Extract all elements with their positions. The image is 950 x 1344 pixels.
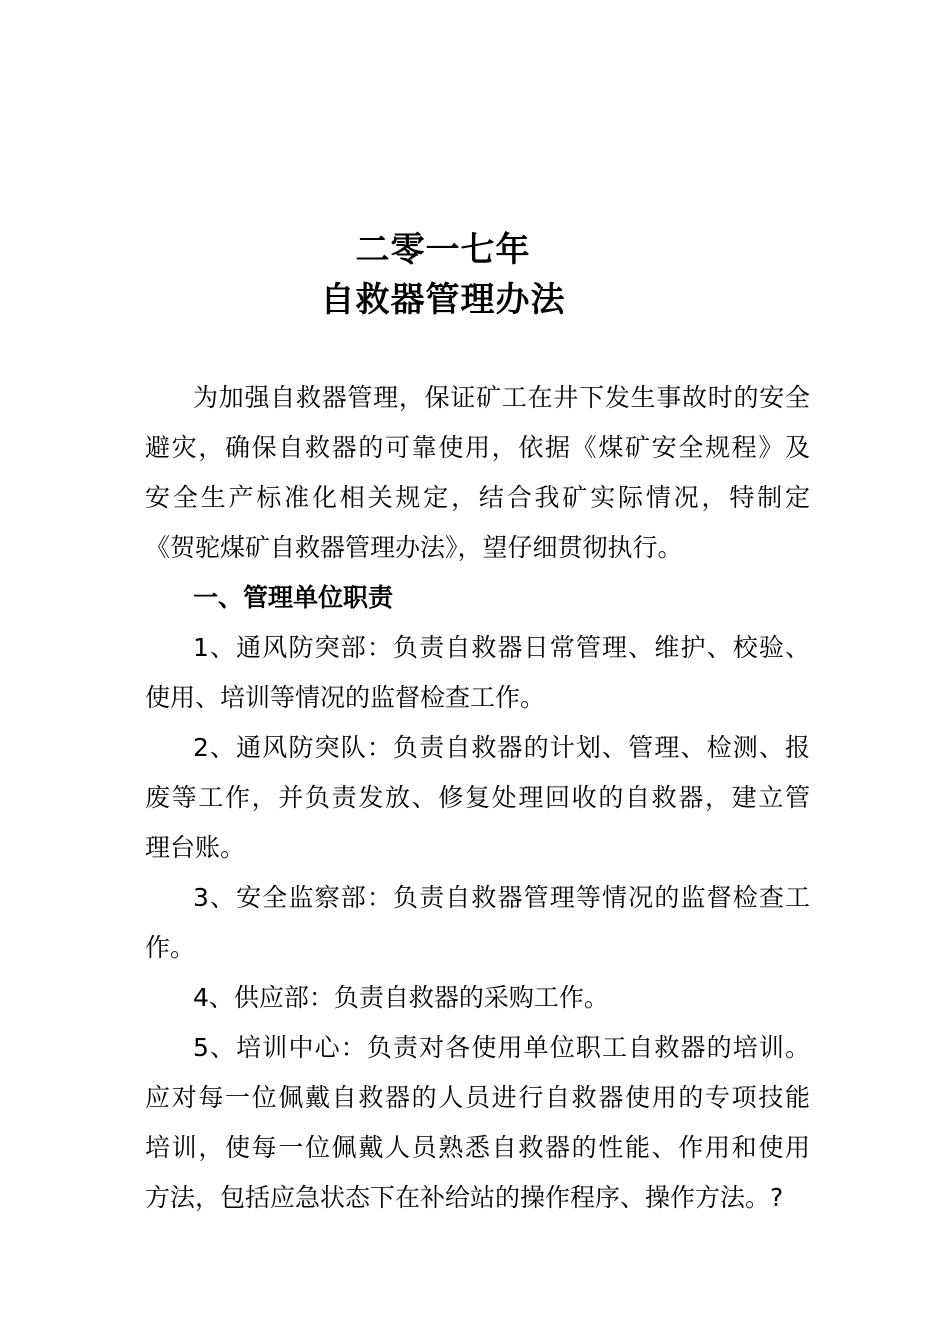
item-line: 1、通风防突部：负责自救器日常管理、维护、校验、 [193,633,810,662]
item-line: 5、培训中心：负责对各使用单位职工自救器的培训。 [193,1033,810,1062]
intro-line: 为加强自救器管理，保证矿工在井下发生事故时的安全 [193,383,810,412]
item-line: 4、供应部：负责自救器的采购工作。 [193,983,609,1012]
duty-item-5 [145,1023,810,1223]
section-heading [145,573,810,623]
duty-item-2 [145,723,810,873]
item-line: 2、通风防突队：负责自救器的计划、管理、检测、报 [193,733,810,762]
item-line: 方法，包括应急状态下在补给站的操作程序、操作方法。? [145,1183,784,1212]
section-1-heading: 一、管理单位职责 [193,583,394,612]
duty-item-4 [145,973,810,1023]
item-line: 应对每一位佩戴自救器的人员进行自救器使用的专项技能 [145,1083,810,1112]
item-line: 作。 [145,933,196,962]
item-line: 培训，使每一位佩戴人员熟悉自救器的性能、作用和使用 [145,1133,810,1162]
item-line: 理台账。 [145,833,246,862]
item-line: 3、安全监察部：负责自救器管理等情况的监督检查工 [193,883,810,912]
document-main-title: 自救器管理办法 [320,280,566,320]
item-line: 使用、培训等情况的监督检查工作。 [145,683,546,712]
intro-line: 避灾，确保自救器的可靠使用，依据《煤矿安全规程》及 [145,433,810,462]
intro-paragraph [145,373,810,573]
document-year-title: 二零一七年 [355,230,531,270]
document-body [145,373,810,1223]
item-line: 废等工作，并负责发放、修复处理回收的自救器，建立管 [145,783,810,812]
intro-line: 《贺驼煤矿自救器管理办法》，望仔细贯彻执行。 [145,533,683,562]
duty-item-3 [145,873,810,973]
duty-item-1 [145,623,810,723]
intro-line: 安全生产标准化相关规定，结合我矿实际情况，特制定 [145,483,810,512]
